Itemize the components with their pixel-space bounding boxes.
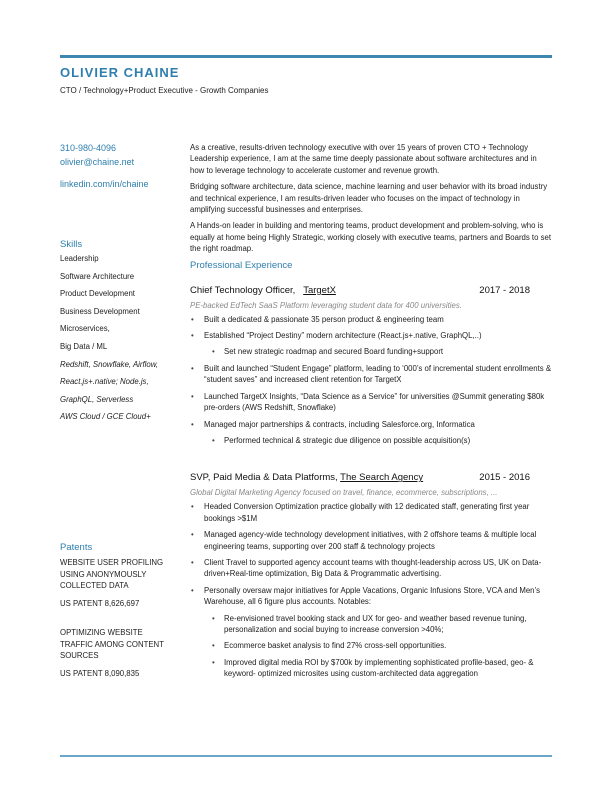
bullet-item: • Built a dedicated & passionate 35 person product & engineering team xyxy=(190,314,552,325)
phone-number[interactable]: 310-980-4096 xyxy=(60,143,117,153)
bullet-item: • Established “Project Destiny” modern architecture (React.js+.native, GraphQL,..) xyxy=(190,330,552,341)
right-column xyxy=(190,142,552,685)
summary-paragraph: A Hands-on leader in building and mentoring teams, product development and problem-solving, who is equally at home being Highly Strategic, working closely with executive teams, partners and Boards to set the right roadmap. xyxy=(190,221,552,254)
sub-bullet-item: • Re-envisioned travel booking stack and UX for geo- and weather based revenue tuning, personalization and social buying to increase conversion >40%; xyxy=(190,613,552,636)
experience-heading: Professional Experience xyxy=(190,259,293,271)
job-bullets xyxy=(190,501,552,679)
company-link[interactable]: The Search Agency xyxy=(340,472,424,484)
skill-item: GraphQL, Serverless xyxy=(60,394,134,404)
skill-item: Big Data / ML xyxy=(60,341,108,351)
skill-item: Business Development xyxy=(60,306,140,316)
bullet-item: • Headed Conversion Optimization practice globally with 12 dedicated staff, generating first year bookings >$1M xyxy=(190,501,552,524)
summary-paragraph: As a creative, results-driven technology executive with over 15 years of proven CTO + Technology Leadership experience, I am at the same time deeply passionate about software architectures and in how to leverage technology to accelerate customer and revenue growth. xyxy=(190,143,537,175)
patents-heading: Patents xyxy=(60,542,93,553)
job-description: Global Digital Marketing Agency focused on travel, finance, ecommerce, subscriptions, ... xyxy=(190,488,498,498)
sub-bullet-item: • Ecommerce basket analysis to find 27% cross-sell opportunities. xyxy=(190,640,552,651)
sub-bullet-item: • Set new strategic roadmap and secured Board funding+support xyxy=(190,346,552,357)
patent-title: OPTIMIZING WEBSITE TRAFFIC AMONG CONTENT SOURCES xyxy=(60,628,164,660)
patent-number: US PATENT 8,090,835 xyxy=(60,668,140,678)
bullet-item: • Personally oversaw major initiatives for Apple Vacations, Organic Infusions Store, VCA and Men’s Warehouse, all 6 figure plus accounts. Notables: xyxy=(190,585,552,608)
job-header xyxy=(190,285,552,296)
sub-bullet-item: • Improved digital media ROI by $700k by implementing sophisticated profile-based, geo- & keyword- optimized microsites using custom-architected data aggregation xyxy=(190,657,552,680)
patent-title: WEBSITE USER PROFILING USING ANONYMOUSLY COLLECTED DATA xyxy=(60,558,164,590)
job-bullets xyxy=(190,314,552,447)
candidate-name: OLIVIER CHAINE xyxy=(60,65,180,80)
left-column xyxy=(60,141,180,426)
skill-item: Microservices, xyxy=(60,324,110,334)
company-link[interactable]: TargetX xyxy=(303,284,336,296)
job-description: PE-backed EdTech SaaS Platform leveraging student data for 400 universities. xyxy=(190,300,462,310)
patent-number: US PATENT 8,626,697 xyxy=(60,598,140,608)
patents-list xyxy=(60,557,175,679)
job-role: SVP, Paid Media & Data Platforms, xyxy=(190,472,338,484)
skill-item: AWS Cloud / GCE Cloud+ xyxy=(60,412,151,422)
job-years: 2015 - 2016 xyxy=(479,472,530,484)
skill-item: React.js+.native; Node.js, xyxy=(60,377,149,387)
tagline: CTO / Technology+Product Executive - Growth Companies xyxy=(60,86,269,95)
bullet-item: • Launched TargetX Insights, “Data Science as a Service” for universities @Summit generating $80k pre-orders (AWS Redshift, Snowflake) xyxy=(190,391,552,414)
top-rule xyxy=(60,55,552,58)
email-link[interactable]: olivier@chaine.net xyxy=(60,157,135,167)
job-title xyxy=(190,285,336,296)
job-title xyxy=(190,472,423,483)
bottom-rule xyxy=(60,755,552,757)
contact-block xyxy=(60,141,180,169)
linkedin-link[interactable]: linkedin.com/in/chaine xyxy=(60,179,149,189)
bullet-item: • Built and launched “Student Engage” platform, leading to ‘000’s of incremental student enrollments & “student saves” and increased client retention for TargetX xyxy=(190,363,552,386)
job-role: Chief Technology Officer, xyxy=(190,284,296,296)
skills-heading: Skills xyxy=(60,239,83,250)
bullet-item: • Client Travel to supported agency account teams with thought-leadership across US, UK on Data-driven+Real-time optimization, Big Data & Programmatic advertising. xyxy=(190,557,552,580)
skill-item: Redshift, Snowflake, Airflow, xyxy=(60,359,159,369)
summary-paragraph: Bridging software architecture, data science, machine learning and user behavior with its broad industry and technical experience, I am results-driven leader who focuses on the impact of technology in amplifying successful businesses and enterprises. xyxy=(190,182,548,215)
job-header xyxy=(190,472,552,483)
sub-bullet-item: • Performed technical & strategic due diligence on possible acquisition(s) xyxy=(190,435,552,446)
skills-list xyxy=(60,250,180,426)
bullet-item: • Managed major partnerships & contracts, including Salesforce.org, Informatica xyxy=(190,419,552,430)
bullet-item: • Managed agency-wide technology development initiatives, with 2 offshore teams & multiple local engineering teams, supporting over 200 staff & technology projects xyxy=(190,529,552,552)
skill-item: Software Architecture xyxy=(60,271,135,281)
skill-item: Product Development xyxy=(60,289,135,299)
skill-item: Leadership xyxy=(60,254,99,263)
job-years: 2017 - 2018 xyxy=(479,284,530,296)
